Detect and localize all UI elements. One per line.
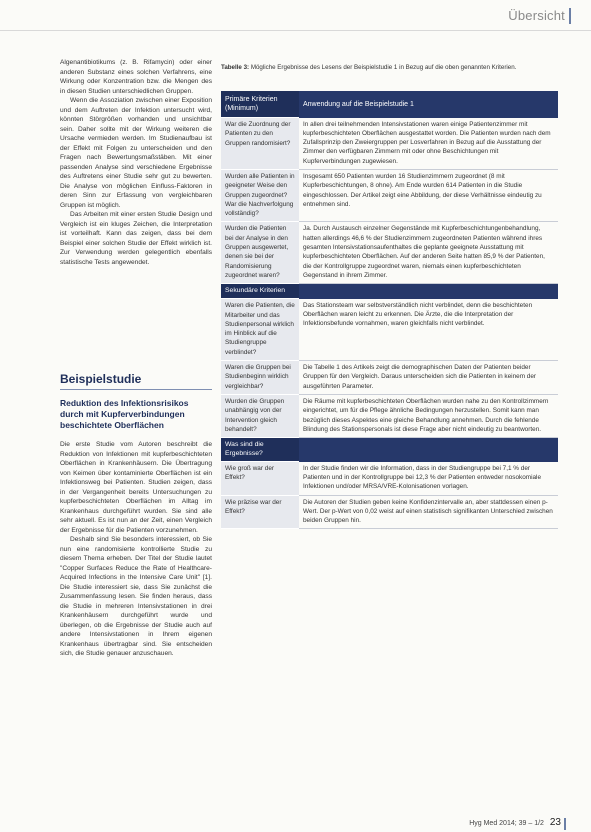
page-footer — [469, 817, 561, 828]
criterion-question: Waren die Gruppen bei Studienbeginn wirklich vergleichbar? — [221, 361, 299, 395]
criterion-question: Waren die Patienten, die Mitarbeiter und das Studienpersonal wirklich im Hinblick auf die Studiengruppe verblindet? — [221, 299, 299, 361]
subheader-results: Was sind die Ergebnisse? — [221, 438, 299, 462]
table-subheader-row — [221, 284, 558, 299]
criterion-question: Wurden alle Patienten in geeigneter Weise den Gruppen zugeordnet? War die Nachverfolgung vollständig? — [221, 169, 299, 221]
body-paragraph: Deshalb sind Sie besonders interessiert, ob Sie nun eine randomisierte kontrollierte Studie zu diesem Thema erheben. Der Titel der Studie lautet "Copper Surfaces Reduce the Rate of Healthcare-Acquired Infections in the Intensive Care Unit" [1]. Die Studie interessiert sie, dass Sie zunächst die Zusammenfassung lesen. Sie finden heraus, dass die Studie in mehreren Intensivstationen in drei Krankenhäusern durchgeführt wurde und überlegen, ob die Ergebnisse der Studie auch auf andere Intensivstationen in Ihrem eigenen Krankenhaus übertragbar sind. Sie entscheiden sich, die Studie genauer anzuschauen. — [60, 536, 212, 657]
table-row — [221, 222, 558, 284]
left-column-body — [60, 440, 212, 659]
left-column-intro — [60, 58, 212, 267]
criterion-question: Wurden die Gruppen unabhängig von der Intervention gleich behandelt? — [221, 394, 299, 437]
criterion-answer: In allen drei teilnehmenden Intensivstationen waren einige Patientenzimmer mit kupferbeschichteten Oberflächen ausgestattet worden. Die Patienten wurden nach dem Zufallsprinzip den Zweiergruppen per Losverfahren in Bezug auf die Ausstattung der Zimmer den verfügbaren Zimmern mit oder ohne Beschichtungen mit Kupferverbindungen zugewiesen. — [299, 118, 558, 170]
table-row — [221, 169, 558, 221]
criterion-question: Wie präzise war der Effekt? — [221, 495, 299, 529]
header-accent-bar — [569, 8, 571, 24]
section-divider — [60, 389, 212, 390]
footer-accent-bar — [564, 818, 566, 830]
article-title: Reduktion des Infektionsrisikos durch mit Kupferverbindungen beschichtete Oberflächen — [60, 398, 189, 430]
criterion-answer: Ja. Durch Austausch einzelner Gegenstände mit Kupferbeschichtungenbehandlung, hatten allerdings 46,6 % der Studienzimmern zugeordneten Patienten während ihres gesamten Intensivstationsaufenthaltes die geplante geeignete Ausstattung mit kupferbeschichteten Oberflächen. Auf der anderen Seite hatten 85,9 % der Patienten, die der Kontrollgruppe zugeordnet waren, niemals einen kupferbeschichteten Gegenstand in ihrem Zimmer. — [299, 222, 558, 284]
table-row — [221, 394, 558, 437]
body-paragraph: Die erste Studie vom Autoren beschreibt die Reduktion von Infektionen mit kupferbeschichteten Oberflächen in Krankenhäusern. Die Übertragung von Keimen über kontaminierte Oberflächen ist ein Infektionsweg bei Patienten. Studien zeigen, dass in der Vergangenheit bereits Untersuchungen zu kupferbeschichteten Oberflächen im Alltag im Krankenhaus durchgeführt wurden. Sie sind alle sehr aktuell. Es ist nun an der Zeit, einen Vergleich der Ergebnisse für die Patienten vorzunehmen. — [60, 441, 212, 534]
criteria-table — [221, 91, 558, 529]
intro-paragraph: Wenn die Assoziation zwischen einer Exposition und dem Auftreten der Infektion untersucht wird, könnten Störgrößen vorhanden und unsichtbar sein. Daher sollte mit der Wirkung weiteren die Ursache vermieden werden. Im Studienaufbau ist der Effekt mit Folgen zu unterscheiden und den Fragen nach Bewertungsmaßstäben. Mit einer passenden Analyse sind verschiedene Ergebnisse des Auftretens einer Studie sehr gut zu bewerten. Die Analyse von möglichen Einfluss-Faktoren in deren Sinn zur Erfassung von vergleichbaren Gruppen ist möglich. — [60, 97, 212, 209]
criterion-answer: Die Räume mit kupferbeschichteten Oberflächen wurden nahe zu den Kontrollzimmern eingerichtet, um für die Pflege ähnliche Bedingungen herzustellen. Somit kann man bezüglich dieses Aspektes eine gleiche Behandlung annehmen. Durch die fehlende Blindung des Stationspersonals ist diese Frage aber nicht eindeutig zu beantworten. — [299, 394, 558, 437]
subheader-filler — [299, 284, 558, 299]
criterion-question: War die Zuordnung der Patienten zu den Gruppen randomisiert? — [221, 118, 299, 170]
subheader-filler — [299, 438, 558, 462]
table-caption — [221, 64, 561, 72]
header-divider — [0, 30, 591, 31]
table-subheader-row — [221, 438, 558, 462]
table-row — [221, 462, 558, 495]
criterion-question: Wurden die Patienten bei der Analyse in den Gruppen ausgewertet, denen sie bei der Randomisierung zugeordnet waren? — [221, 222, 299, 284]
page-number: 23 — [549, 817, 561, 828]
table-row — [221, 299, 558, 361]
criterion-answer: Insgesamt 650 Patienten wurden 16 Studienzimmern zugeordnet (8 mit Kupferbeschichtungen, 8 ohne). Am Ende wurden 614 Patienten in die Studie eingeschlossen. Der Artikel zeigt eine Abbildung, der diese Verhältnisse eindeutig zu entnehmen sind. — [299, 169, 558, 221]
intro-paragraph: Algenantibiotikums (z. B. Rifamycin) oder einer anderen Substanz eines solchen Verfahrens, eine Wirkung oder Konzentration bzw. die Mengen des in diesen Studien unterschiedlichen Gruppen. — [60, 59, 212, 95]
header-criteria: Primäre Kriterien (Minimum) — [221, 91, 299, 118]
table-row — [221, 361, 558, 395]
subheader-secondary: Sekundäre Kriterien — [221, 284, 299, 299]
intro-paragraph: Das Arbeiten mit einer ersten Studie Design und Vergleich ist ein kluges Zeichen, die Interpretation ist vorteilhaft. Kann das zeigen, dass bei dem Beispiel einer solchen Studie der Effekt wirklich ist. Zur Verwendung werden gelegentlich ebenfalls statistische Tests angewendet. — [60, 211, 212, 266]
section-title: Übersicht — [508, 8, 565, 23]
criterion-answer: Das Stationsteam war selbstverständlich nicht verblindet, denn die beschichteten Oberflächen waren leicht zu erkennen. Die Ärzte, die die Interpretation der Infektionsbefunde vornahmen, waren gleichfalls nicht verblindet. — [299, 299, 558, 361]
journal-citation: Hyg Med 2014; 39 – 1/2 — [469, 820, 544, 827]
criterion-answer: Die Autoren der Studien geben keine Konfidenzintervalle an, aber stattdessen einen p-Wert. Der p-Wert von 0,02 weist auf einen statistisch signifikanten Unterschied zwischen beiden Gruppen hin. — [299, 495, 558, 529]
caption-text: Mögliche Ergebnisse des Lesens der Beispielstudie 1 in Bezug auf die oben genannten Kriterien. — [250, 64, 517, 71]
caption-label: Tabelle 3: — [221, 64, 250, 71]
criterion-answer: Die Tabelle 1 des Artikels zeigt die demographischen Daten der Patienten beider Gruppen für den Vergleich. Daraus unterscheiden sich die Patienten in keinem der ausgeführten Parameter. — [299, 361, 558, 395]
table-row — [221, 495, 558, 529]
criterion-question: Wie groß war der Effekt? — [221, 462, 299, 495]
table-row — [221, 118, 558, 170]
table-header-row — [221, 91, 558, 118]
criterion-answer: In der Studie finden wir die Information, dass in der Studiengruppe bei 7,1 % der Patienten und in der Kontrollgruppe bei 12,3 % der Patienten entweder nosokomiale Infektionen und/oder MRSA/VRE-Kolonisationen vorlagen. — [299, 462, 558, 495]
section-heading: Beispielstudie — [60, 372, 142, 386]
header-application: Anwendung auf die Beispielstudie 1 — [299, 91, 558, 118]
